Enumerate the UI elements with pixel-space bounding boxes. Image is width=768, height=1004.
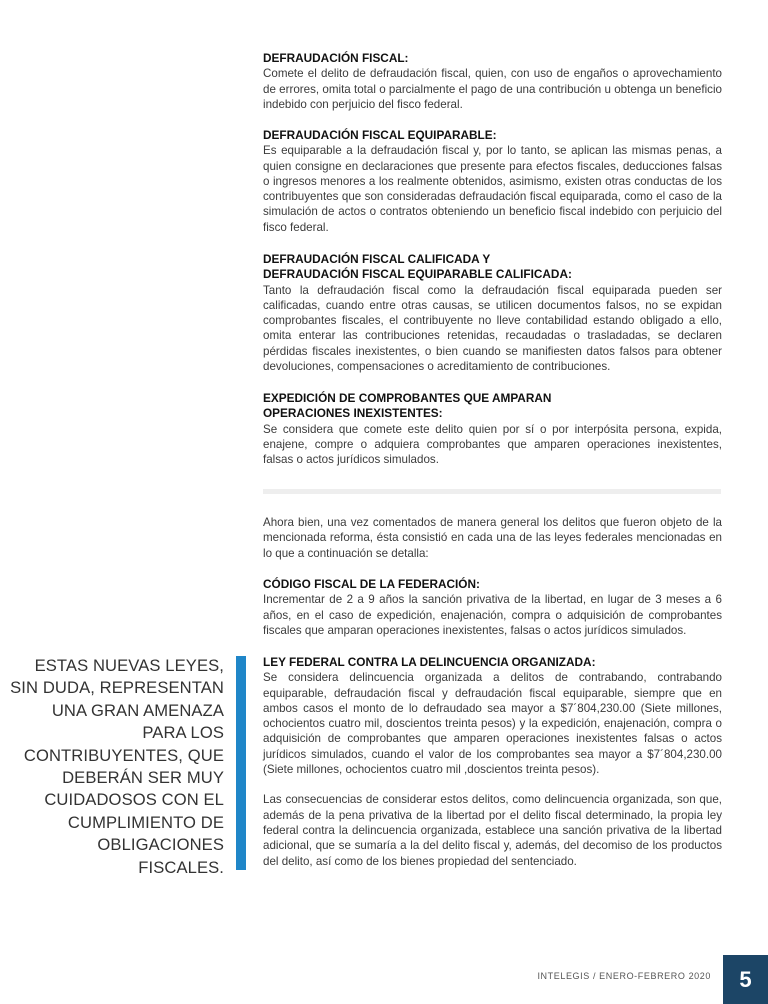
section-title-line-2: OPERACIONES INEXISTENTES: bbox=[263, 406, 443, 421]
section-title: CÓDIGO FISCAL DE LA FEDERACIÓN: bbox=[263, 577, 480, 591]
section-body: Es equiparable a la defraudación fiscal y, por lo tanto, se aplican las mismas penas, a quien consigne en declaraciones que presente para efectos fiscales, deducciones falsas o ingresos menores a los realmente obtenidos, asimismo, existen otras conductas de los contribuyentes que son consideradas defraudación fiscal equiparada, como el caso de la simulación de actos o contratos obteniendo un beneficio fiscal indebido con perjuicio del fisco federal. bbox=[263, 144, 722, 234]
section-defraudacion-calificada bbox=[263, 252, 722, 374]
section-title-line-1: EXPEDICIÓN DE COMPROBANTES QUE AMPARAN bbox=[263, 391, 552, 405]
section-divider bbox=[263, 489, 721, 494]
section-codigo-fiscal bbox=[263, 577, 722, 638]
section-body-2: Las consecuencias de considerar estos delitos, como delincuencia organizada, son que, además de la pena privativa de la libertad por el delito fiscal determinado, la propia ley federal contra la delincuencia organizada, establece una sanción privativa de la libertad adicional, que se sumaría a la del delito fiscal y, además, del decomiso de los productos del delito, así como de los bienes propiedad del sentenciado. bbox=[263, 793, 722, 868]
section-title-line-1: DEFRAUDACIÓN FISCAL CALIFICADA Y bbox=[263, 252, 491, 266]
section-body: Incrementar de 2 a 9 años la sanción privativa de la libertad, en lugar de 3 meses a 6 años, en el caso de expedición, enajenación, compra o adquisición de comprobantes fiscales que amparan operaciones inexistentes, falsas o actos jurídicos simulados. bbox=[263, 593, 722, 637]
section-title: LEY FEDERAL CONTRA LA DELINCUENCIA ORGANIZADA: bbox=[263, 655, 596, 669]
intro-text: Ahora bien, una vez comentados de manera general los delitos que fueron objeto de la mencionada reforma, ésta consistió en cada una de las leyes federales mencionadas en lo que a continuación se detalla: bbox=[263, 516, 722, 560]
pull-quote: ESTAS NUEVAS LEYES, SIN DUDA, REPRESENTAN UNA GRAN AMENAZA PARA LOS CONTRIBUYENTES, QUE DEBERÁN SER MUY CUIDADOSOS CON EL CUMPLIMIENTO DE OBLIGACIONES FISCALES. bbox=[10, 656, 224, 877]
section-defraudacion-fiscal bbox=[263, 51, 722, 112]
intro-paragraph bbox=[263, 515, 722, 561]
pull-quote-accent-bar bbox=[236, 656, 246, 870]
section-title: DEFRAUDACIÓN FISCAL: bbox=[263, 51, 409, 65]
section-body: Se considera que comete este delito quien por sí o por interpósita persona, expida, enajene, compre o adquiera comprobantes que amparen operaciones inexistentes, falsas o actos jurídicos simulados. bbox=[263, 422, 722, 467]
section-ley-delincuencia bbox=[263, 655, 722, 869]
page-number: 5 bbox=[723, 955, 768, 1004]
footer-publication: INTELEGIS / ENERO-FEBRERO 2020 bbox=[537, 971, 711, 981]
section-title-line-2: DEFRAUDACIÓN FISCAL EQUIPARABLE CALIFICADA: bbox=[263, 267, 572, 282]
section-title: DEFRAUDACIÓN FISCAL EQUIPARABLE: bbox=[263, 128, 497, 142]
section-defraudacion-equiparable bbox=[263, 128, 722, 235]
section-body-1: Se considera delincuencia organizada a delitos de contrabando, contrabando equiparable, defraudación fiscal y defraudación fiscal equiparable, siempre que en ambos casos el monto de lo defraudado sea mayor a $7´804,230.00 (Siete millones, ochocientos cuatro mil, doscientos treinta pesos) y la expedición, enajenación, compra o adquisición de comprobantes que amparen operaciones inexistentes falsas o actos jurídicos simulados, cuando el valor de los comprobantes sea mayor a $7´804,230.00 (Siete millones, ochocientos cuatro mil ,doscientos treinta pesos). bbox=[263, 671, 722, 777]
section-body: Comete el delito de defraudación fiscal, quien, con uso de engaños o aprovechamiento de errores, omita total o parcialmente el pago de una contribución u obtenga un beneficio indebido con perjuicio del fisco federal. bbox=[263, 67, 722, 111]
section-body: Tanto la defraudación fiscal como la defraudación fiscal equiparada pueden ser calificadas, cuando entre otras causas, se utilicen documentos falsos, no se expidan comprobantes fiscales, el contribuyente no lleve contabilidad estando obligado a ello, omita enterar las contribuciones retenidas, recaudadas o trasladadas, se declaren pérdidas fiscales inexistentes, o bien cuando se manifiesten datos falsos para obtener devoluciones, compensaciones o acreditamiento de contribuciones. bbox=[263, 283, 722, 374]
section-expedicion-comprobantes bbox=[263, 391, 722, 467]
